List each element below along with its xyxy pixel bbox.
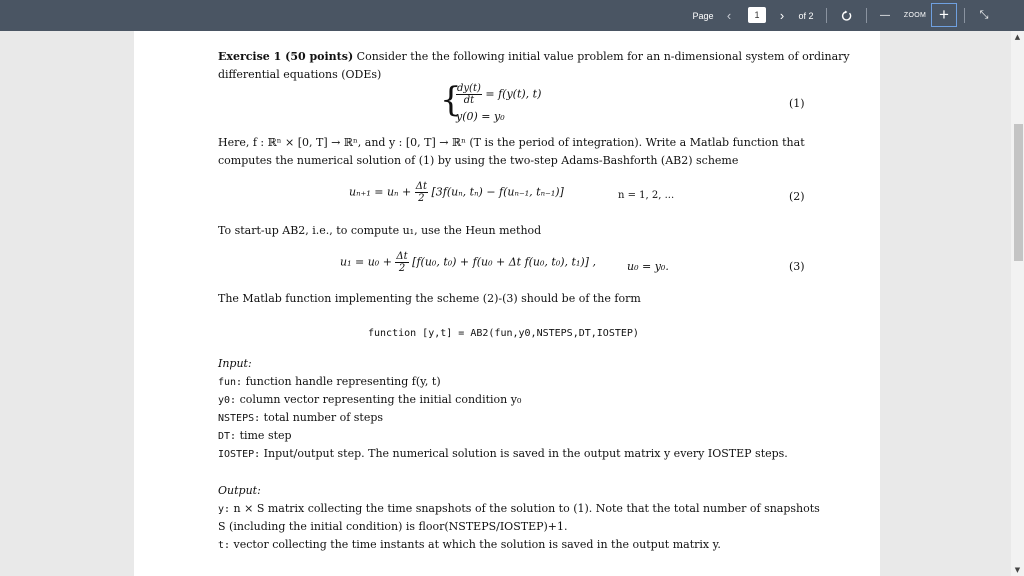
input-dt <box>218 429 292 442</box>
fraction-numerator: dy(t) <box>457 83 481 94</box>
fullscreen-icon[interactable]: ⤡ <box>979 9 989 21</box>
code-signature: function [y,t] = AB2(fun,y0,NSTEPS,DT,IOSTEP) <box>368 328 639 339</box>
zoom-label: ZOOM <box>903 12 927 19</box>
equation-2 <box>349 181 564 204</box>
equation-label-1: (1) <box>789 97 805 110</box>
dt-fraction <box>415 181 428 204</box>
equation-rhs: [3f(uₙ, tₙ) − f(uₙ₋₁, tₙ₋₁)] <box>431 185 564 199</box>
input-heading: Input: <box>218 357 252 370</box>
form-text: The Matlab function implementing the scheme (2)-(3) should be of the form <box>218 292 641 305</box>
page-number-input[interactable]: 1 <box>748 7 766 23</box>
output-y <box>218 502 820 515</box>
output-heading: Output: <box>218 484 261 497</box>
brace: { <box>440 80 462 120</box>
equation-lhs: uₙ₊₁ = uₙ + <box>349 185 412 199</box>
equation-1 <box>456 83 541 106</box>
toolbar-divider <box>826 8 827 23</box>
equation-rhs: [f(u₀, t₀) + f(u₀ + Δt f(u₀, t₀), t₁)] , <box>412 255 596 269</box>
intro-text: Consider the the following initial value problem for an n-dimensional system of ordinary <box>356 50 850 63</box>
equation-label-2: (2) <box>789 190 805 203</box>
fraction-numerator: Δt <box>396 251 408 262</box>
param-desc: Input/output step. The numerical solution is saved in the output matrix y every IOSTEP steps. <box>263 447 788 460</box>
param-name: fun: <box>218 377 243 388</box>
param-desc: column vector representing the initial condition y₀ <box>239 393 522 406</box>
zoom-in-button[interactable]: + <box>931 3 957 27</box>
param-name: DT: <box>218 431 237 442</box>
chevron-right-icon[interactable]: › <box>779 8 785 23</box>
problem-text: Here, f : ℝⁿ × [0, T] → ℝⁿ, and y : [0, T] → ℝⁿ (T is the period of integration). Write a Matlab function that <box>218 136 805 149</box>
param-name: y0: <box>218 395 237 406</box>
input-iostep <box>218 447 788 460</box>
chevron-left-icon[interactable]: ‹ <box>726 8 732 23</box>
param-desc: function handle representing f(y, t) <box>245 375 441 388</box>
exercise-heading: Exercise 1 (50 points) <box>218 50 354 63</box>
scroll-down-icon[interactable]: ▼ <box>1014 566 1021 574</box>
fraction-numerator: Δt <box>415 181 427 192</box>
initial-condition: y(0) = y₀ <box>456 110 505 123</box>
scroll-up-icon[interactable]: ▲ <box>1014 33 1021 41</box>
page-total: of 2 <box>798 10 814 21</box>
toolbar-divider <box>964 8 965 23</box>
fraction-denominator: dt <box>463 95 475 106</box>
page-label: Page <box>692 10 714 21</box>
equation-label-3: (3) <box>789 260 805 273</box>
output-t <box>218 538 721 551</box>
output-y-cont: S (including the initial condition) is floor(NSTEPS/IOSTEP)+1. <box>218 520 568 533</box>
intro-text-2: differential equations (ODEs) <box>218 68 382 81</box>
param-name: NSTEPS: <box>218 413 261 424</box>
problem-text-2: computes the numerical solution of (1) by using the two-step Adams-Bashforth (AB2) scheme <box>218 154 739 167</box>
input-nsteps <box>218 411 383 424</box>
scrollbar-thumb[interactable] <box>1014 124 1023 261</box>
equation-lhs: u₁ = u₀ + <box>340 255 392 269</box>
param-name: y: <box>218 504 231 515</box>
fraction-denominator: 2 <box>418 193 425 204</box>
zoom-out-button[interactable]: — <box>880 10 890 21</box>
vertical-scrollbar[interactable] <box>1011 31 1024 576</box>
dt-fraction <box>395 251 408 274</box>
param-name: IOSTEP: <box>218 449 261 460</box>
param-desc: vector collecting the time instants at which the solution is saved in the output matrix y. <box>233 538 721 551</box>
derivative-fraction <box>456 83 482 106</box>
param-desc: time step <box>239 429 292 442</box>
startup-text: To start-up AB2, i.e., to compute u₁, use the Heun method <box>218 224 542 237</box>
param-desc: total number of steps <box>263 411 384 424</box>
exercise-intro <box>218 50 850 63</box>
input-fun <box>218 375 441 388</box>
pdf-toolbar <box>0 0 1024 31</box>
equation-condition: u₀ = y₀. <box>627 260 669 273</box>
input-y0 <box>218 393 521 406</box>
fraction-denominator: 2 <box>398 263 406 274</box>
param-name: t: <box>218 540 231 551</box>
param-desc: n × S matrix collecting the time snapshots of the solution to (1). Note that the total number of snapshots <box>233 502 820 515</box>
rotate-icon[interactable] <box>837 0 855 31</box>
equation-3 <box>340 251 596 274</box>
equation-rhs: = f(y(t), t) <box>485 87 542 101</box>
toolbar-divider <box>866 8 867 23</box>
equation-condition: n = 1, 2, ... <box>618 190 675 201</box>
